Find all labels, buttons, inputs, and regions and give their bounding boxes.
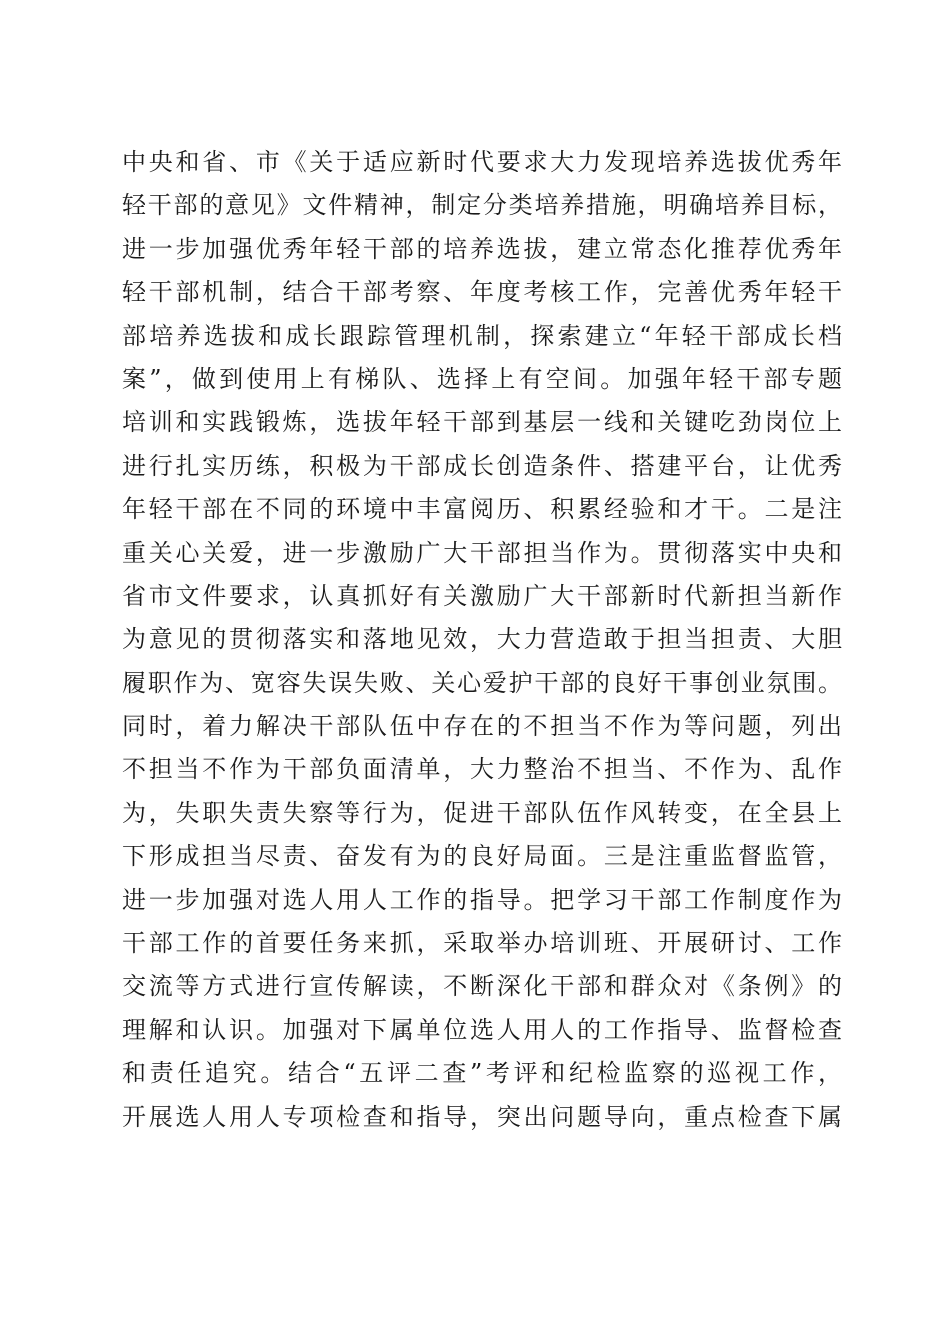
text-line: 轻干部的意见》文件精神，制定分类培养措施，明确培养目标，	[122, 191, 842, 220]
text-line: 干部工作的首要任务来抓，采取举办培训班、开展研讨、工作	[122, 929, 842, 958]
body-text	[122, 141, 842, 1139]
text-line: 不担当不作为干部负面清单，大力整治不担当、不作为、乱作	[122, 755, 842, 784]
text-line: 理解和认识。加强对下属单位选人用人的工作指导、监督检查	[122, 1015, 842, 1044]
text-line: 交流等方式进行宣传解读，不断深化干部和群众对《条例》的	[122, 972, 842, 1001]
text-line: 履职作为、宽容失误失败、关心爱护干部的良好干事创业氛围。	[122, 668, 842, 697]
text-line: 进一步加强对选人用人工作的指导。把学习干部工作制度作为	[122, 885, 842, 914]
text-line: 中央和省、市《关于适应新时代要求大力发现培养选拔优秀年	[122, 148, 842, 176]
text-line: 年轻干部在不同的环境中丰富阅历、积累经验和才干。二是注	[122, 495, 842, 524]
text-line: 进行扎实历练，积极为干部成长创造条件、搭建平台，让优秀	[122, 451, 842, 480]
text-line: 部培养选拔和成长跟踪管理机制，探索建立“年轻干部成长档	[122, 321, 842, 350]
text-line: 开展选人用人专项检查和指导，突出问题导向，重点检查下属	[122, 1102, 842, 1131]
text-line: 省市文件要求，认真抓好有关激励广大干部新时代新担当新作	[122, 581, 842, 610]
text-line: 进一步加强优秀年轻干部的培养选拔，建立常态化推荐优秀年	[122, 234, 842, 263]
text-line: 轻干部机制，结合干部考察、年度考核工作，完善优秀年轻干	[122, 278, 842, 307]
text-line: 同时，着力解决干部队伍中存在的不担当不作为等问题，列出	[122, 712, 842, 741]
text-line: 案”，做到使用上有梯队、选择上有空间。加强年轻干部专题	[122, 364, 842, 393]
text-line: 为，失职失责失察等行为，促进干部队伍作风转变，在全县上	[122, 798, 842, 827]
text-line: 下形成担当尽责、奋发有为的良好局面。三是注重监督监管，	[122, 842, 842, 871]
text-line: 重关心关爱，进一步激励广大干部担当作为。贯彻落实中央和	[122, 538, 842, 567]
text-line: 和责任追究。结合“五评二查”考评和纪检监察的巡视工作，	[122, 1059, 842, 1088]
text-line: 为意见的贯彻落实和落地见效，大力营造敢于担当担责、大胆	[122, 625, 842, 654]
text-line: 培训和实践锻炼，选拔年轻干部到基层一线和关键吃劲岗位上	[122, 408, 842, 437]
